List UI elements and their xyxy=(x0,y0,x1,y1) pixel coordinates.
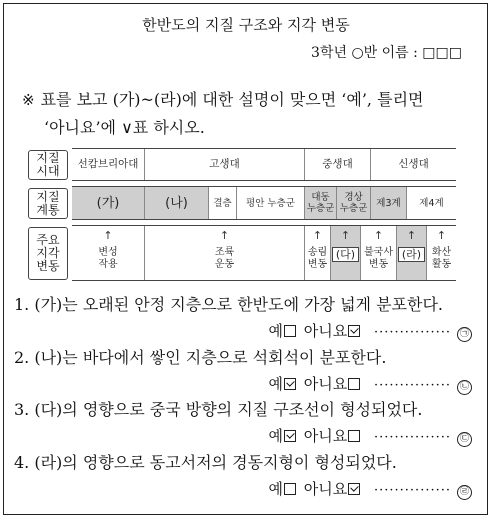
no-checkbox-checked[interactable] xyxy=(348,483,360,495)
system-row xyxy=(72,186,456,220)
leader-dots: ··············· xyxy=(374,430,451,445)
row-label-system xyxy=(28,188,68,219)
row-label-text: 지질 시대 xyxy=(36,151,60,178)
marker-circle: ㉡ xyxy=(457,380,472,395)
marker-circle: ㉢ xyxy=(457,432,472,447)
movement-cell-ra xyxy=(396,226,426,280)
movement-cell xyxy=(304,226,330,280)
yes-label: 예 xyxy=(268,375,283,393)
movement-cell xyxy=(144,226,304,280)
question-3: 3. (다)의 영향으로 중국 방향의 지질 구조선이 형성되었다. xyxy=(14,400,423,419)
yes-checkbox[interactable] xyxy=(284,325,296,337)
system-cell: 제4계 xyxy=(406,187,456,219)
answer-row-2 xyxy=(268,373,472,397)
movement-label: 조륙 운동 xyxy=(214,247,235,270)
movement-label: 불국사 변동 xyxy=(364,247,393,270)
yes-label: 예 xyxy=(268,322,283,340)
era-row xyxy=(72,148,456,181)
movement-cell xyxy=(360,226,396,280)
movement-label: 변성 작용 xyxy=(98,247,118,270)
answer-row-3 xyxy=(268,425,472,449)
reference-mark: ※ xyxy=(22,91,35,109)
movement-cell xyxy=(72,226,144,280)
question-2: 2. (나)는 바다에서 쌓인 지층으로 석회석이 분포한다. xyxy=(14,348,387,367)
era-cell: 선캄브리아대 xyxy=(77,158,139,170)
no-label: 아니요 xyxy=(303,427,348,445)
movement-cell-da xyxy=(330,226,360,280)
movement-label: 송림 변동 xyxy=(307,247,328,270)
answer-row-4 xyxy=(268,478,472,502)
movement-row xyxy=(72,225,456,281)
row-label-text: 주요 지각 변동 xyxy=(36,233,60,273)
leader-dots: ··············· xyxy=(374,325,451,340)
geology-table xyxy=(28,148,458,282)
yes-checkbox-checked[interactable] xyxy=(284,430,296,442)
no-label: 아니요 xyxy=(303,322,348,340)
system-cell: 경상 누층군 xyxy=(336,187,370,219)
movement-label-ra: (라) xyxy=(398,247,425,262)
up-arrow-icon: ↑ xyxy=(103,229,113,242)
worksheet-title: 한반도의 지질 구조와 지각 변동 xyxy=(142,16,350,34)
answer-row-1 xyxy=(268,320,472,344)
question-1: 1. (가)는 오래된 안정 지층으로 한반도에 가장 넓게 분포한다. xyxy=(14,295,444,314)
era-cell: 고생대 xyxy=(144,149,304,180)
up-arrow-icon: ↑ xyxy=(340,229,351,242)
movement-label-da: (다) xyxy=(332,247,359,262)
marker-circle: ㉠ xyxy=(457,327,472,342)
leader-dots: ··············· xyxy=(374,483,451,498)
row-label-text: 지질 계통 xyxy=(36,189,60,217)
up-arrow-icon: ↑ xyxy=(406,229,417,242)
system-cell: 결층 xyxy=(208,187,236,219)
yes-checkbox[interactable] xyxy=(284,483,296,495)
yes-label: 예 xyxy=(268,480,283,498)
yes-checkbox-checked[interactable] xyxy=(284,378,296,390)
no-label: 아니요 xyxy=(303,375,348,393)
up-arrow-icon: ↑ xyxy=(219,229,230,242)
era-cell: 신생대 xyxy=(370,149,456,180)
up-arrow-icon: ↑ xyxy=(436,229,447,242)
system-cell-ga: (가) xyxy=(72,187,144,219)
question-4: 4. (라)의 영향으로 동고서저의 경동지형이 형성되었다. xyxy=(14,453,397,472)
no-checkbox-checked[interactable] xyxy=(348,325,360,337)
up-arrow-icon: ↑ xyxy=(312,229,323,242)
instruction-line-2: ‘아니요’에 ∨표 하시오. xyxy=(44,118,205,137)
movement-cell xyxy=(426,226,456,280)
marker-circle: ㉣ xyxy=(457,485,472,500)
movement-label: 화산 활동 xyxy=(431,247,452,270)
no-checkbox[interactable] xyxy=(348,378,360,390)
leader-dots: ··············· xyxy=(374,378,451,393)
system-cell: 평안 누층군 xyxy=(236,187,304,219)
no-label: 아니요 xyxy=(303,480,348,498)
system-cell: 대동 누층군 xyxy=(304,187,336,219)
instruction-line-1: 표를 보고 (가)~(라)에 대한 설명이 맞으면 ‘예’, 틀리면 xyxy=(40,90,424,109)
yes-label: 예 xyxy=(268,427,283,445)
system-cell-na: (나) xyxy=(144,187,208,219)
era-cell: 중생대 xyxy=(304,149,370,180)
instruction xyxy=(22,86,482,142)
up-arrow-icon: ↑ xyxy=(373,229,384,242)
row-label-movement xyxy=(28,227,68,280)
system-cell: 제3계 xyxy=(370,187,406,219)
student-info: 3학년 ○반 이름 : □□□ xyxy=(311,45,462,61)
no-checkbox[interactable] xyxy=(348,430,360,442)
row-label-era xyxy=(28,150,68,180)
